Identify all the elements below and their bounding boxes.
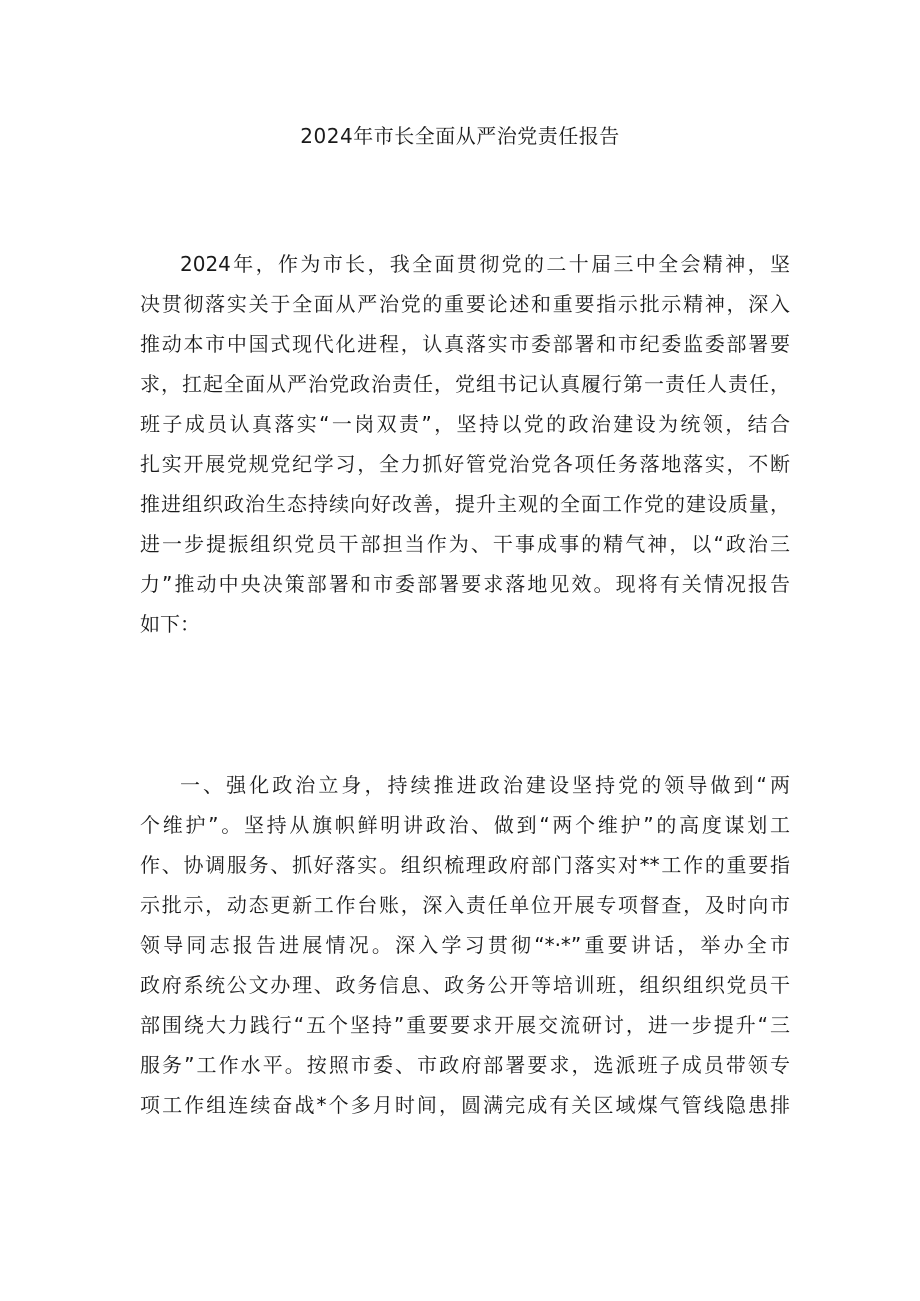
paragraph-line: 领导同志报告进展情况。深入学习贯彻“*·*”重要讲话，举办全市 bbox=[140, 933, 790, 957]
paragraph-line: 一、强化政治立身，持续推进政治建设坚持党的领导做到“两 bbox=[180, 773, 790, 797]
paragraph-section-one bbox=[140, 765, 790, 1125]
paragraph-line: 服务”工作水平。按照市委、市政府部署要求，选派班子成员带领专 bbox=[140, 1053, 790, 1077]
paragraph-intro bbox=[140, 244, 790, 644]
paragraph-line: 政府系统公文办理、政务信息、政务公开等培训班，组织组织党员干 bbox=[140, 973, 790, 997]
paragraph-line: 部围绕大力践行“五个坚持”重要要求开展交流研讨，进一步提升“三 bbox=[140, 1013, 790, 1037]
paragraph-line: 决贯彻落实关于全面从严治党的重要论述和重要指示批示精神，深入 bbox=[140, 292, 790, 316]
paragraph-line: 班子成员认真落实“一岗双责”，坚持以党的政治建设为统领，结合 bbox=[140, 412, 790, 436]
paragraph-line: 进一步提振组织党员干部担当作为、干事成事的精气神，以“政治三 bbox=[140, 532, 790, 556]
paragraph-line: 扎实开展党规党纪学习，全力抓好管党治党各项任务落地落实，不断 bbox=[140, 452, 790, 476]
paragraph-line: 作、协调服务、抓好落实。组织梳理政府部门落实对**工作的重要指 bbox=[140, 853, 790, 877]
paragraph-line: 求，扛起全面从严治党政治责任，党组书记认真履行第一责任人责任， bbox=[140, 372, 790, 396]
paragraph-line: 推进组织政治生态持续向好改善，提升主观的全面工作党的建设质量， bbox=[140, 492, 790, 516]
paragraph-line: 2024年，作为市长，我全面贯彻党的二十届三中全会精神，坚 bbox=[180, 252, 790, 276]
paragraph-line: 推动本市中国式现代化进程，认真落实市委部署和市纪委监委部署要 bbox=[140, 332, 790, 356]
document-title: 2024年市长全面从严治党责任报告 bbox=[300, 124, 620, 148]
paragraph-line: 个维护”。坚持从旗帜鲜明讲政治、做到“两个维护”的高度谋划工 bbox=[140, 813, 790, 837]
paragraph-line: 力”推动中央决策部署和市委部署要求落地见效。现将有关情况报告 bbox=[140, 572, 790, 596]
paragraph-line: 示批示，动态更新工作台账，深入责任单位开展专项督查，及时向市 bbox=[140, 893, 790, 917]
paragraph-line: 项工作组连续奋战*个多月时间，圆满完成有关区域煤气管线隐患排 bbox=[140, 1093, 790, 1117]
paragraph-line: 如下： bbox=[140, 612, 200, 636]
